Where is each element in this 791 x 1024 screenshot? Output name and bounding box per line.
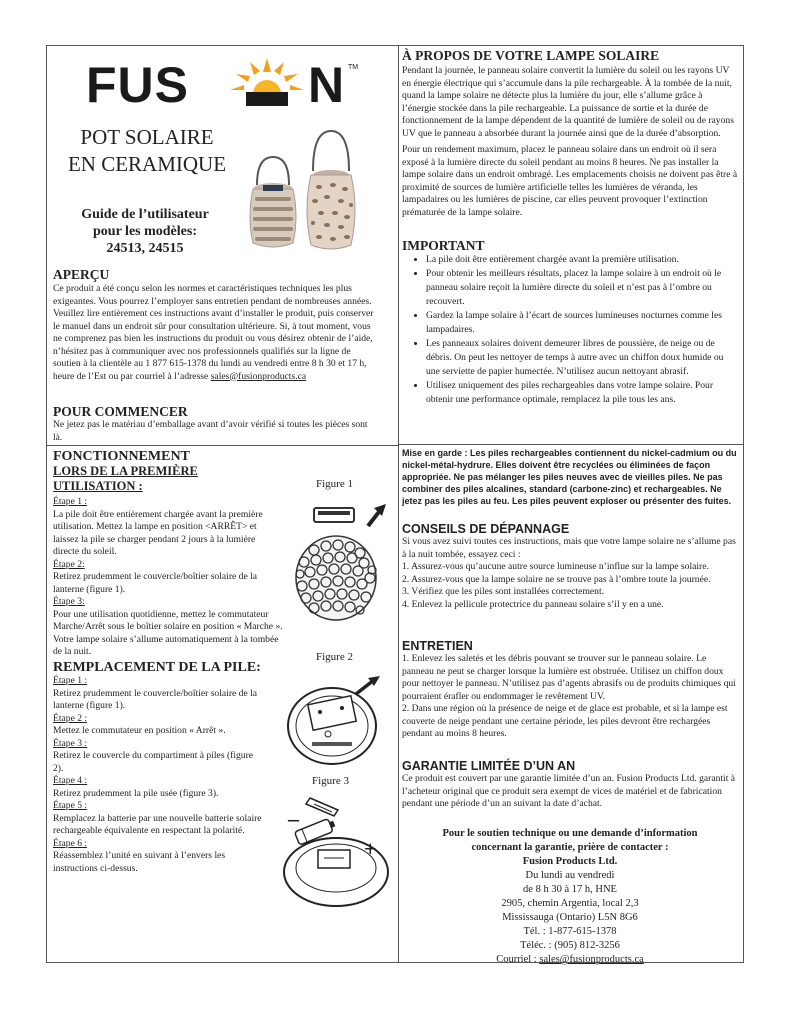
plus-symbol: + [364, 836, 377, 861]
conseils-heading: CONSEILS DE DÉPANNAGE [402, 522, 570, 536]
remplacement-heading: REMPLACEMENT DE LA PILE: [53, 660, 261, 675]
conseils-item: 1. Assurez-vous qu’aucune autre source lumineuse n’influe sur la lampe solaire. [402, 561, 709, 572]
important-item: • Pour obtenir les meilleurs résultats, placez la lampe solaire à un endroit où le panneau solaire reçoit la lumière directe du soleil et n’est pas à l’ombre ou recouvert. [426, 267, 738, 309]
step-label: Étape 1 : [53, 675, 88, 686]
contact-email-row [402, 953, 738, 967]
apropos-paragraph-2: Pour un rendement maximum, placez le panneau solaire dans un endroit où il sera exposé à la lumière directe du soleil pendant au moins 8 heures. Ne pas installer la lampe solaire dans un endroit ombragé. Les emplacements choisis ne doivent pas être à proximité de sources de lumière artificielle telles les lumières de véranda, les lampadaires ou les lumières de piscine, car elles peuvent provoquer l’extinction prématurée de la lampe solaire. [402, 144, 738, 218]
apropos-paragraph-1: Pendant la journée, le panneau solaire convertit la lumière du soleil ou les rayons UV en énergie électrique qui s’accumule dans la pile rechargeable. À la tombée de la nuit, quand la lampe solaire ne détecte plus la lumière du jour, elle s’allume grâce à l’énergie stockée dans la pile rechargeable. La puissance de sortie et la durée de fonctionnement de la lampe dépendent de la quantité de lumière de soleil ou de rayons UV que le panneau a absorbée durant la journée ainsi que de la durée d’absorption. [402, 65, 734, 139]
step-label: Étape 2 : [53, 712, 88, 724]
contact-block [402, 827, 738, 967]
logo-text-left: FUS [86, 57, 189, 113]
entretien-section [402, 639, 738, 741]
important-section [402, 238, 738, 407]
commencer-section [53, 404, 373, 444]
figure-1-illustration [290, 500, 390, 630]
apropos-section [402, 48, 738, 219]
step-text: La pile doit être entièrement chargée avant la première utilisation. Mettez la lampe en position <ARRÊT> et laissez la pile se charger pendant 2 jours à la lumière directe du soleil. [53, 508, 263, 557]
step-text: Pour une utilisation quotidienne, mettez le commutateur Marche/Arrêt sous le boîtier solaire en position « Marche ». Votre lampe solaire s’allume automatiquement à la tombée de la nuit. [53, 608, 283, 657]
fusion-logo [86, 57, 366, 113]
important-item: • Gardez la lampe solaire à l’écart de sources lumineuses nocturnes comme les lampadaires. [426, 309, 738, 337]
step-label: Étape 3 : [53, 737, 88, 749]
entretien-heading: ENTRETIEN [402, 639, 473, 653]
important-list [402, 253, 738, 407]
conseils-section [402, 522, 738, 611]
guide-line-1: Guide de l’utilisateur [81, 207, 209, 222]
first-use-steps [53, 496, 283, 659]
fonctionnement-section [53, 449, 283, 659]
important-heading: IMPORTANT [402, 238, 485, 253]
commencer-heading: POUR COMMENCER [53, 404, 188, 419]
logo-text-right: N [308, 57, 345, 113]
logo-tm: TM [348, 64, 359, 71]
step-label: Étape 6 : [53, 837, 88, 849]
important-item: • Utilisez uniquement des piles rechargeables dans votre lampe solaire. Pour obtenir une performance optimale, remplacez la pile tous les ans. [426, 379, 738, 407]
lantern-product-image [243, 125, 359, 253]
contact-email-link[interactable]: sales@fusionproducts.ca [539, 954, 644, 965]
step-label: Étape 5 : [53, 800, 88, 811]
replacement-steps [53, 675, 263, 875]
guide-line-2: pour les modèles: [93, 224, 197, 239]
title-line-2: EN CERAMIQUE [67, 152, 227, 176]
important-item: • La pile doit être entièrement chargée avant la première utilisation. [426, 253, 738, 267]
user-guide-heading [52, 206, 238, 257]
entretien-paragraph-1: 1. Enlevez les saletés et les débris pouvant se trouver sur le panneau solaire. Le panneau ne peut se charger lorsque la lumière est obstruée. Utilisez un chiffon doux pour nettoyer le panneau. N’utilisez pas d’agents abrasifs ou de produits chimiques qui pourraient érafler ou endommager le revêtement UV. [402, 653, 736, 702]
step-text: Remplacez la batterie par une nouvelle batterie solaire rechargeable équivalente en respectant la polarité. [53, 812, 262, 836]
step-label: Étape 1 : [53, 496, 88, 507]
step-label: Étape 3: [53, 596, 85, 607]
contact-phone: Tél. : 1-877-615-1378 [523, 926, 617, 937]
step-text: Retirez le couvercle du compartiment à piles (figure 2). [53, 750, 254, 774]
contact-days: Du lundi au vendredi [525, 870, 615, 881]
apercu-heading: APERÇU [53, 267, 110, 282]
apercu-email-link[interactable]: sales@fusionproducts.ca [210, 370, 307, 382]
figure-2-label: Figure 2 [316, 651, 353, 663]
garantie-heading: GARANTIE LIMITÉE D’UN AN [402, 759, 576, 773]
step-text: Retirez prudemment le couvercle/boîtier solaire de la lanterne (figure 1). [53, 571, 258, 595]
apercu-section [53, 267, 380, 383]
figure-2-illustration [282, 672, 392, 772]
column-divider [398, 45, 399, 963]
contact-line-1: Pour le soutien technique ou une demande d’information [442, 828, 698, 839]
figure-1-label: Figure 1 [316, 478, 353, 490]
step-text: Réassemblez l’unité en suivant à l’envers les instructions ci-dessus. [53, 850, 226, 874]
important-item: • Les panneaux solaires doivent demeurer libres de poussière, de neige ou de débris. On peut les nettoyer de temps à autre avec un chiffon doux humide ou une serviette de papier humectée. N’utilisez aucun nettoyant abrasif. [426, 337, 738, 379]
conseils-item: 3. Vérifiez que les piles sont installées correctement. [402, 586, 605, 597]
conseils-item: 2. Assurez-vous que la lampe solaire ne se trouve pas à l’ombre toute la journée. [402, 573, 711, 585]
step-label: Étape 4 : [53, 775, 88, 786]
commencer-text: Ne jetez pas le matériau d’emballage avant d’avoir vérifié si toutes les pièces sont là. [53, 419, 368, 443]
sun-icon [228, 58, 306, 106]
apercu-paragraph: Ce produit a été conçu selon les normes et caractéristiques techniques les plus exigeantes. Vous pourrez l’employer sans entretien pendant de nombreuses années. Veuillez lire entièrement ces instructions avant d’installer le produit, puis conserver le manuel dans un endroit sûr pour consultation ultérieure. Si, à tout moment, vous ne comprenez pas bien les instructions du produit ou vous désirez obtenir de l’aide, n’hésitez pas à communiquer avec nos professionnels qualifiés sur la ligne de soutien à la clientèle au 1 877 615-1378 du lundi au vendredi entre 8 h 30 et 17 h, heure de l’Est ou par courriel à l’adresse [53, 283, 374, 382]
row-divider-right [398, 444, 744, 445]
remplacement-section [53, 660, 263, 875]
step-text: Mettez le commutateur en position « Arrêt ». [53, 725, 226, 736]
first-use-subheading: LORS DE LA PREMIÈRE UTILISATION : [53, 464, 198, 493]
title-line-1: POT SOLAIRE [80, 125, 214, 149]
fonctionnement-heading: FONCTIONNEMENT [53, 449, 190, 464]
contact-fax: Téléc. : (905) 812-3256 [520, 940, 620, 951]
guide-line-3: 24513, 24515 [106, 241, 184, 256]
contact-address-2: Mississauga (Ontario) L5N 8G6 [502, 912, 638, 923]
conseils-intro: Si vous avez suivi toutes ces instructions, mais que votre lampe solaire ne s’allume pas à la nuit tombée, essayez ceci : [402, 536, 736, 560]
entretien-paragraph-2: 2. Dans une région où la présence de neige et de glace est probable, et si la lampe est couverte de neige pendant une certaine période, les piles devront être rechargées pendant au moins 8 heures. [402, 703, 728, 739]
garantie-section [402, 759, 738, 811]
step-text: Retirez prudemment la pile usée (figure 3). [53, 787, 219, 799]
conseils-item: 4. Enlevez la pellicule protectrice du panneau solaire s’il y en a une. [402, 598, 664, 610]
figure-3-label: Figure 3 [312, 775, 349, 787]
contact-company: Fusion Products Ltd. [522, 856, 618, 867]
contact-hours: de 8 h 30 à 17 h, HNE [523, 884, 617, 895]
product-title [52, 124, 242, 178]
step-text: Retirez prudemment le couvercle/boîtier solaire de la lanterne (figure 1). [53, 687, 258, 711]
step-label: Étape 2: [53, 558, 85, 570]
minus-symbol: – [288, 806, 299, 831]
row-divider-left [46, 445, 398, 446]
contact-email-label: Courriel : [496, 954, 537, 965]
contact-line-2: concernant la garantie, prière de contacter : [471, 842, 669, 853]
apercu-text [53, 283, 380, 383]
apropos-heading: À PROPOS DE VOTRE LAMPE SOLAIRE [402, 48, 660, 63]
mise-en-garde: Mise en garde : Les piles rechargeables contiennent du nickel-cadmium ou du nickel-métal-hydrure. Elles doivent être recyclées ou éliminées de façon appropriée. Ne pas mélanger les piles neuves avec de vieilles piles. Ne pas combiner des piles alcalines, standard (carbone-zinc) et rechargeables. Ne jetez pas les piles au feu. Les piles peuvent exploser ou présenter des fuites. [402, 448, 737, 506]
contact-address-1: 2905, chemin Argentia, local 2,3 [501, 898, 639, 909]
garantie-text: Ce produit est couvert par une garantie limitée d’un an. Fusion Products Ltd. garantit à l’acheteur original que ce produit sera exempt de vices de matériel et de fabrication pendant une période d’un an suivant la date d’achat. [402, 773, 736, 809]
